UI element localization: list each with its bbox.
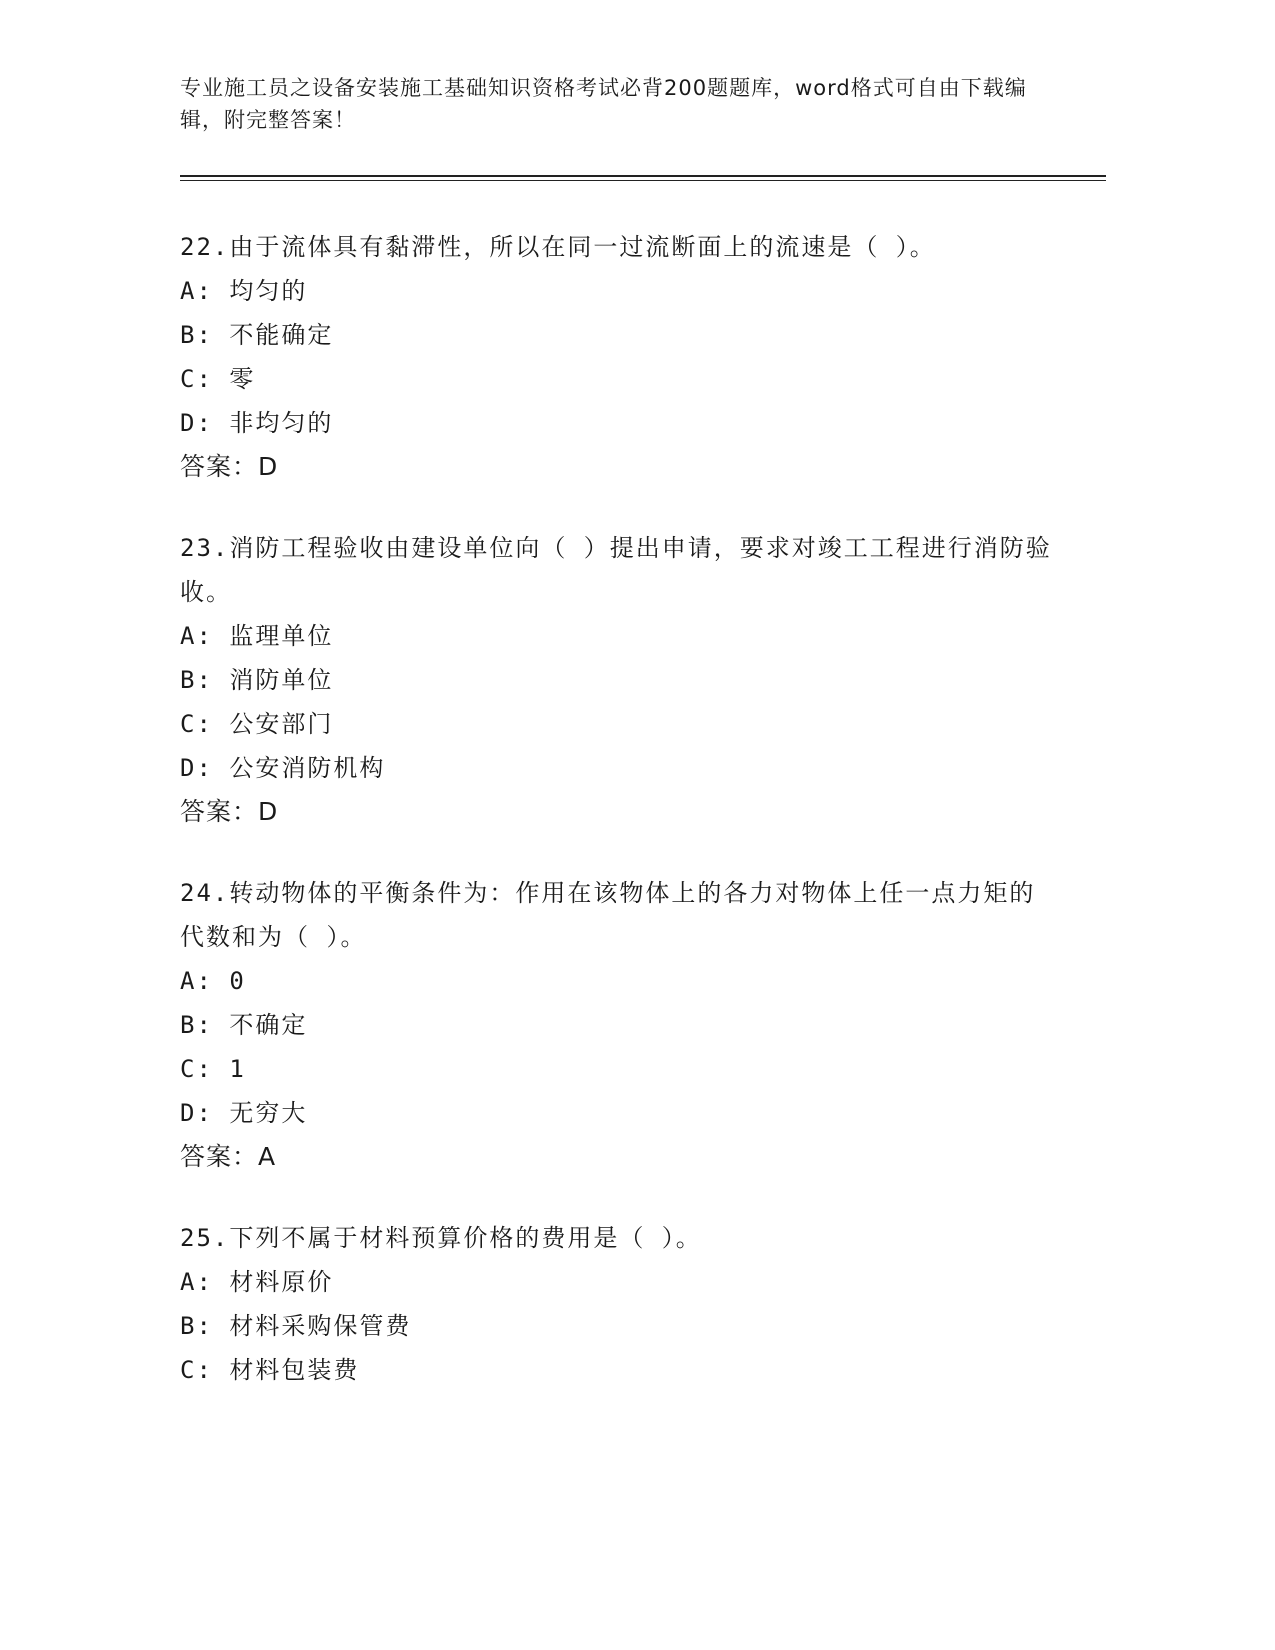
question-text: 23.消防工程验收由建设单位向（ ）提出申请，要求对竣工工程进行消防验收。 [180, 534, 1052, 606]
option-d: D: 公安消防机构 [180, 754, 386, 782]
option-c: C: 公安部门 [180, 710, 334, 738]
question-23 [180, 526, 1060, 834]
question-list [180, 225, 1060, 1429]
answer-line: 答案：A [180, 1142, 277, 1171]
option-a: A: 均匀的 [180, 277, 308, 305]
option-b: B: 消防单位 [180, 666, 334, 694]
option-c: C: 材料包装费 [180, 1356, 360, 1384]
answer-line: 答案：D [180, 452, 279, 481]
option-a: A: 0 [180, 967, 246, 995]
answer-line: 答案：D [180, 797, 279, 826]
option-c: C: 1 [180, 1055, 246, 1083]
option-d: D: 非均匀的 [180, 409, 334, 437]
option-a: A: 监理单位 [180, 622, 334, 650]
question-22 [180, 225, 1060, 489]
question-text: 25.下列不属于材料预算价格的费用是（ ）。 [180, 1224, 702, 1252]
document-header: 专业施工员之设备安装施工基础知识资格考试必背200题题库，word格式可自由下载编辑，附完整答案！ [180, 76, 1027, 132]
header-divider-thin [180, 180, 1106, 181]
option-b: B: 不确定 [180, 1011, 308, 1039]
header-divider-thick [180, 175, 1106, 177]
option-b: B: 不能确定 [180, 321, 334, 349]
question-25 [180, 1216, 1060, 1392]
question-text: 22.由于流体具有黏滞性，所以在同一过流断面上的流速是（ ）。 [180, 233, 936, 261]
option-c: C: 零 [180, 365, 256, 393]
question-text: 24.转动物体的平衡条件为：作用在该物体上的各力对物体上任一点力矩的代数和为（ ）。 [180, 879, 1036, 951]
option-a: A: 材料原价 [180, 1268, 334, 1296]
question-24 [180, 871, 1060, 1179]
option-d: D: 无穷大 [180, 1099, 308, 1127]
option-b: B: 材料采购保管费 [180, 1312, 412, 1340]
